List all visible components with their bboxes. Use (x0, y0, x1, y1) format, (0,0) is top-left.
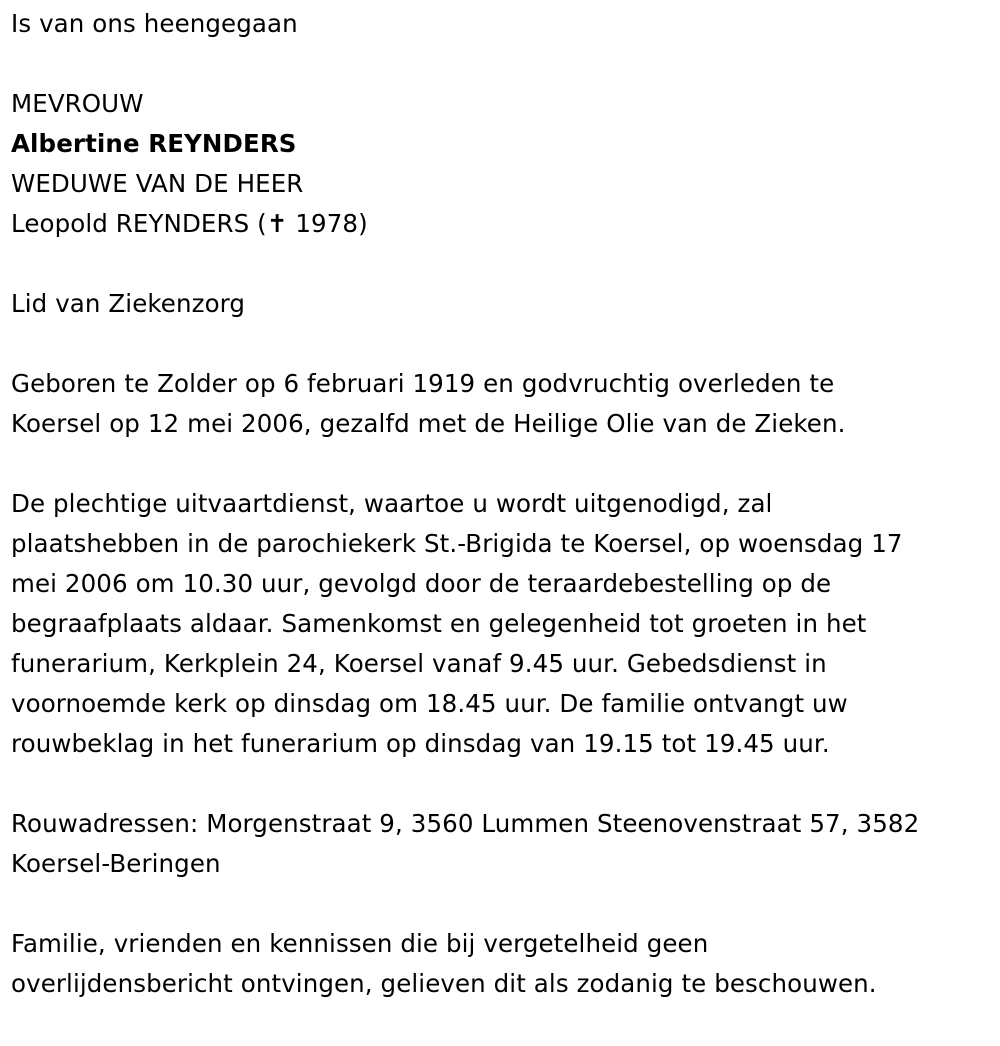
membership-text: Lid van Ziekenzorg (11, 289, 246, 318)
paragraph-line: Koersel op 12 mei 2006, gezalfd met de Heilige Olie van de Zieken. (11, 409, 846, 438)
spacer (11, 764, 993, 804)
spacer (11, 324, 993, 364)
honorific: MEVROUW (11, 89, 144, 118)
spacer (11, 44, 993, 84)
paragraph-line: begraafplaats aldaar. Samenkomst en gelegenheid tot groeten in het (11, 609, 867, 638)
paragraph-line: funerarium, Kerkplein 24, Koersel vanaf 9.45 uur. Gebedsdienst in (11, 649, 827, 678)
widow-line: WEDUWE VAN DE HEER (11, 169, 304, 198)
husband-name: Leopold REYNDERS (✝ 1978) (11, 209, 368, 238)
paragraph-line: mei 2006 om 10.30 uur, gevolgd door de teraardebestelling op de (11, 569, 832, 598)
paragraph-line: plaatshebben in de parochiekerk St.-Brigida te Koersel, op woensdag 17 (11, 529, 903, 558)
intro-text: Is van ons heengegaan (11, 9, 298, 38)
paragraph-line: Geboren te Zolder op 6 februari 1919 en godvruchtig overleden te (11, 369, 835, 398)
deceased-name: Albertine REYNDERS (11, 129, 297, 158)
paragraph-line: De plechtige uitvaartdienst, waartoe u wordt uitgenodigd, zal (11, 489, 773, 518)
paragraph-line: voornoemde kerk op dinsdag om 18.45 uur. De familie ontvangt uw (11, 689, 848, 718)
closing-paragraph (11, 924, 993, 1004)
paragraph-line: Familie, vrienden en kennissen die bij vergetelheid geen (11, 929, 709, 958)
spacer (11, 244, 993, 284)
obituary-notice (11, 4, 993, 1004)
paragraph-line: Koersel-Beringen (11, 849, 221, 878)
spacer (11, 884, 993, 924)
paragraph-line: rouwbeklag in het funerarium op dinsdag van 19.15 tot 19.45 uur. (11, 729, 830, 758)
addresses-paragraph (11, 804, 993, 884)
funeral-paragraph (11, 484, 993, 764)
paragraph-line: Rouwadressen: Morgenstraat 9, 3560 Lummen Steenovenstraat 57, 3582 (11, 809, 920, 838)
spacer (11, 444, 993, 484)
birth-death-paragraph (11, 364, 993, 444)
paragraph-line: overlijdensbericht ontvingen, gelieven dit als zodanig te beschouwen. (11, 969, 877, 998)
